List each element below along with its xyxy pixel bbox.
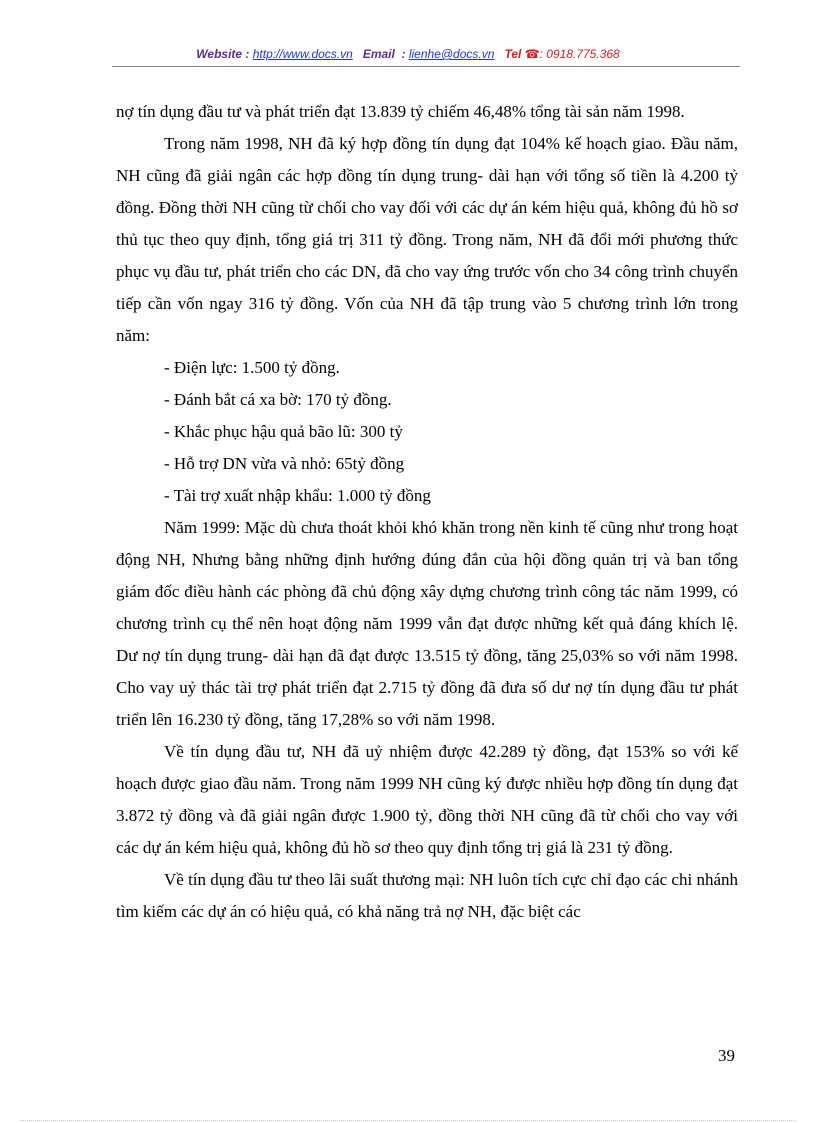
document-body <box>116 96 738 928</box>
paragraph-3: Năm 1999: Mặc dù chưa thoát khỏi khó khăn trong nền kinh tế cũng như trong hoạt động NH, Nhưng bằng những định hướng đúng đắn của hội đồng quản trị và ban tổng giám đốc điều hành các phòng đã chủ động xây dựng chương trình công tác năm 1999, có chương trình cụ thể nên hoạt động năm 1999 vẫn đạt được những kết quả đáng khích lệ. Dư nợ tín dụng trung- dài hạn đã đạt được 13.515 tỷ đồng, tăng 25,03% so với năm 1998. Cho vay uỷ thác tài trợ phát triển đạt 2.715 tỷ đồng đã đưa số dư nợ tín dụng đầu tư phát triển lên 16.230 tỷ đồng, tăng 17,28% so với năm 1998. <box>116 518 738 729</box>
email-link[interactable]: lienhe@docs.vn <box>408 47 495 61</box>
phone-icon: ☎ <box>524 47 540 61</box>
email-separator: : <box>401 47 406 61</box>
tel-label: Tel <box>504 47 522 61</box>
paragraph-1: nợ tín dụng đầu tư và phát triển đạt 13.839 tỷ chiếm 46,48% tổng tài sản năm 1998. <box>116 102 685 121</box>
paragraph-2: Trong năm 1998, NH đã ký hợp đồng tín dụng đạt 104% kế hoạch giao. Đầu năm, NH cũng đã giải ngân các hợp đồng tín dụng trung- dài hạn với tổng số tiền là 4.200 tỷ đồng. Đồng thời NH cũng từ chối cho vay đối với các dự án kém hiệu quả, không đủ hồ sơ thủ tục theo quy định, tổng giá trị 311 tỷ đồng. Trong năm, NH đã đổi mới phương thức phục vụ đầu tư, phát triển cho các DN, đã cho vay ứng trước vốn cho 34 công trình chuyển tiếp cần vốn ngay 316 tỷ đồng. Vốn của NH đã tập trung vào 5 chương trình lớn trong năm: <box>116 134 738 345</box>
header-divider <box>112 66 740 67</box>
website-link[interactable]: http://www.docs.vn <box>252 47 353 61</box>
list-item: - Đánh bắt cá xa bờ: 170 tỷ đồng. <box>164 390 392 409</box>
tel-number: : 0918.775.368 <box>539 47 620 61</box>
list-item: - Tài trợ xuất nhập khẩu: 1.000 tỷ đồng <box>164 486 431 505</box>
list-item: - Khắc phục hậu quả bão lũ: 300 tỷ <box>164 422 403 441</box>
paragraph-4: Về tín dụng đầu tư, NH đã uỷ nhiệm được 42.289 tỷ đồng, đạt 153% so với kế hoạch được giao đầu năm. Trong năm 1999 NH cũng ký được nhiều hợp đồng tín dụng đạt 3.872 tỷ đồng và đã giải ngân được 1.900 tỷ, đồng thời NH cũng đã từ chối cho vay với các dự án kém hiệu quả, không đủ hồ sơ theo quy định tổng trị giá là 231 tỷ đồng. <box>116 742 738 857</box>
email-label: Email <box>362 47 395 61</box>
paragraph-5: Về tín dụng đầu tư theo lãi suất thương mại: NH luôn tích cực chỉ đạo các chi nhánh tìm kiếm các dự án có hiệu quả, có khả năng trả nợ NH, đặc biệt các <box>116 870 738 921</box>
list-item: - Hỗ trợ DN vừa và nhỏ: 65tỷ đồng <box>164 454 405 473</box>
footer-divider <box>20 1120 796 1121</box>
list-item: - Điện lực: 1.500 tỷ đồng. <box>164 358 340 377</box>
website-label: Website : <box>196 47 250 61</box>
page-header <box>0 47 816 61</box>
page-number: 39 <box>718 1046 735 1065</box>
